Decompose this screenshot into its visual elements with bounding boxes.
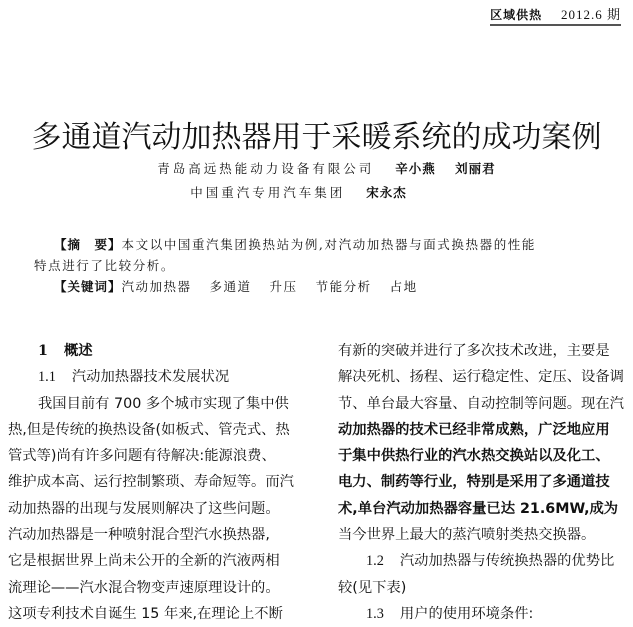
affiliation-2 bbox=[0, 183, 615, 201]
body-line: 流理论——汽水混合物变声速原理设计的。 bbox=[8, 579, 280, 596]
body-line: 术,单台汽动加热器容量已达 21.6MW,成为 bbox=[338, 500, 619, 517]
affiliation-org: 中国重汽专用汽车集团 bbox=[190, 185, 346, 200]
body-line: 电力、制药等行业，特别是采用了多通道技 bbox=[338, 474, 610, 491]
author-name: 宋永杰 bbox=[366, 185, 407, 200]
body-line: 有新的突破并进行了多次技术改进，主要是 bbox=[338, 343, 610, 359]
author-names bbox=[366, 185, 407, 200]
subsection-heading bbox=[38, 364, 308, 390]
subsection-number: 1.3 bbox=[366, 605, 384, 622]
subsection-heading bbox=[338, 601, 628, 627]
keyword: 升压 bbox=[269, 279, 298, 294]
article-title: 多通道汽动加热器用于采暖系统的成功案例 bbox=[31, 120, 602, 156]
running-head bbox=[490, 4, 621, 26]
subsection-title: 用户的使用环境条件: bbox=[399, 605, 534, 622]
keywords-label: 【关键词】 bbox=[54, 279, 122, 294]
body-line: 这项专利技术自诞生 15 年来,在理论上不断 bbox=[8, 605, 283, 622]
abstract-line bbox=[34, 234, 624, 255]
body-line: 我国目前有 700 多个城市实现了集中供 bbox=[38, 395, 289, 412]
body-line: 它是根据世界上尚未公开的全新的汽液两相 bbox=[8, 553, 280, 570]
section-heading bbox=[38, 338, 308, 364]
abstract-label: 【摘 要】 bbox=[54, 237, 122, 252]
body-line: 热,但是传统的换热设备(如板式、管壳式、热 bbox=[8, 421, 290, 438]
body-line: 动加热器的技术已经非常成熟，广泛地应用 bbox=[338, 421, 610, 438]
keyword: 多通道 bbox=[209, 279, 252, 294]
subsection-number: 1.2 bbox=[366, 553, 384, 570]
body-line: 管式等)尚有许多问题有待解决:能源浪费、 bbox=[8, 448, 276, 465]
issue-number: 2012.6 期 bbox=[560, 7, 621, 22]
section-number: 1 bbox=[38, 343, 48, 359]
subsection-title: 汽动加热器技术发展状况 bbox=[71, 369, 230, 386]
body-line: 于集中供热行业的汽水热交换站以及化工、 bbox=[338, 448, 610, 465]
left-column bbox=[8, 338, 308, 627]
affiliation-org: 青岛高远热能动力设备有限公司 bbox=[157, 161, 375, 176]
abstract-line: 特点进行了比较分析。 bbox=[34, 258, 176, 273]
author-name: 刘丽君 bbox=[455, 161, 496, 176]
subsection-title-continued: 较(见下表) bbox=[338, 579, 407, 596]
right-column bbox=[338, 338, 628, 627]
keyword: 汽动加热器 bbox=[121, 279, 192, 294]
keyword: 节能分析 bbox=[315, 279, 372, 294]
author-name: 辛小燕 bbox=[395, 161, 436, 176]
section-title: 概述 bbox=[63, 343, 93, 359]
body-line: 节、单台最大容量、自动控制等问题。现在汽 bbox=[338, 395, 624, 412]
body-line: 动加热器的出现与发展则解决了这些问题。 bbox=[8, 500, 280, 517]
subsection-number: 1.1 bbox=[38, 369, 56, 386]
abstract-block bbox=[34, 234, 624, 297]
subsection-title: 汽动加热器与传统换热器的优势比 bbox=[399, 553, 615, 570]
abstract-text: 本文以中国重汽集团换热站为例,对汽动加热器与面式换热器的性能 bbox=[121, 237, 536, 252]
keyword: 占地 bbox=[389, 279, 418, 294]
author-names bbox=[395, 161, 495, 176]
body-line: 维护成本高、运行控制繁琐、寿命短等。而汽 bbox=[8, 474, 294, 491]
body-line: 当今世界上最大的蒸汽喷射类热交换器。 bbox=[338, 527, 596, 544]
subsection-heading bbox=[338, 548, 628, 574]
body-line: 解决死机、扬程、运行稳定性、定压、设备调 bbox=[338, 369, 624, 386]
affiliation-1 bbox=[10, 159, 633, 177]
body-line: 汽动加热器是一种喷射混合型汽水换热器, bbox=[8, 527, 270, 544]
keywords-line bbox=[34, 276, 624, 297]
journal-name: 区域供热 bbox=[490, 8, 543, 22]
